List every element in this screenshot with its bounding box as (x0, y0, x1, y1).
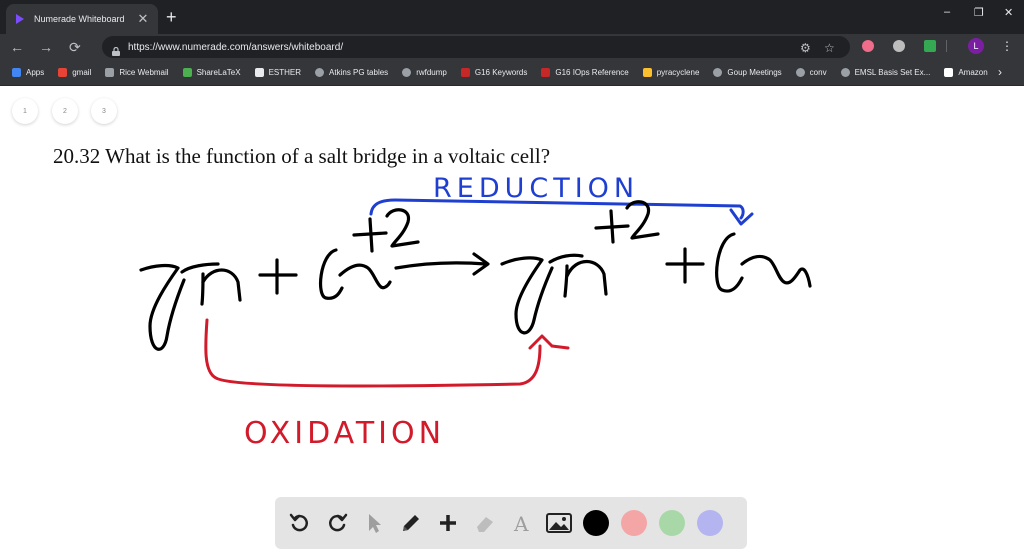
restore-button[interactable]: ❐ (974, 7, 984, 19)
sharelatex-icon (183, 68, 192, 77)
bookmark-label: ESTHER (268, 68, 302, 77)
apps-grid-icon (12, 68, 21, 77)
extension-icon[interactable] (893, 40, 905, 52)
bookmark-label: Goup Meetings (727, 68, 782, 77)
redo-icon[interactable] (324, 510, 350, 536)
undo-icon[interactable] (287, 510, 313, 536)
close-window-button[interactable]: ✕ (1004, 7, 1014, 19)
bookmark-label: Amazon (958, 68, 988, 77)
bookmark-item[interactable] (944, 68, 987, 77)
bookmark-label: gmail (72, 68, 92, 77)
page-button-1[interactable]: 1 (12, 98, 38, 124)
bookmark-item[interactable] (541, 68, 628, 77)
new-tab-button[interactable]: + (166, 7, 177, 27)
amazon-icon (944, 68, 953, 77)
bookmark-label: rwfdump (416, 68, 447, 77)
bookmark-item[interactable] (796, 68, 827, 77)
bookmark-label: G16 Keywords (474, 68, 528, 77)
gaussian-icon (541, 68, 550, 77)
extension-icon[interactable] (862, 40, 874, 52)
tab-title: Numerade Whiteboard (34, 14, 125, 24)
oxidation-label: OXIDATION (244, 416, 446, 451)
folder-icon (643, 68, 652, 77)
image-icon[interactable] (546, 510, 572, 536)
bookmark-item[interactable] (841, 68, 931, 77)
url-scheme: https:// (128, 41, 159, 53)
whiteboard-toolbar (275, 497, 747, 549)
gmail-icon (58, 68, 67, 77)
profile-avatar[interactable]: L (968, 38, 984, 54)
globe-icon (713, 68, 722, 77)
color-swatch-green[interactable] (659, 510, 685, 536)
page-button-3[interactable]: 3 (91, 98, 117, 124)
browser-chrome (0, 0, 1024, 86)
bookmark-label: Atkins PG tables (329, 68, 389, 77)
tab-close-icon[interactable]: ✕ (137, 11, 149, 26)
bookmark-item[interactable] (105, 68, 168, 77)
url-text (128, 42, 343, 53)
pen-icon[interactable] (398, 510, 424, 536)
globe-icon (841, 68, 850, 77)
bookmarks-bar (0, 60, 1024, 86)
color-swatch-black[interactable] (583, 510, 609, 536)
equation-ink (141, 202, 810, 350)
bookmark-item[interactable] (183, 68, 241, 77)
url-host: www.numerade.com (158, 41, 249, 53)
forward-arrow-icon[interactable]: → (39, 39, 53, 55)
bookmark-item[interactable] (58, 68, 91, 77)
bookmark-label: EMSL Basis Set Ex... (854, 68, 931, 77)
page-button-2[interactable]: 2 (52, 98, 78, 124)
page-icon (255, 68, 264, 77)
oxidation-bracket (206, 320, 568, 386)
globe-icon (402, 68, 411, 77)
bookmarks-overflow-icon[interactable]: › (998, 65, 1002, 79)
svg-text:A: A (514, 512, 529, 534)
numerade-favicon-icon (14, 13, 26, 25)
extension-icon[interactable] (924, 40, 936, 52)
url-path: /answers/whiteboard/ (248, 41, 344, 53)
globe-icon (796, 68, 805, 77)
bookmark-item[interactable] (255, 68, 301, 77)
text-icon[interactable] (509, 510, 535, 536)
globe-icon (315, 68, 324, 77)
bookmark-item[interactable] (643, 68, 700, 77)
active-tab[interactable] (6, 4, 158, 34)
bookmark-item[interactable] (315, 68, 388, 77)
back-arrow-icon[interactable]: ← (10, 39, 24, 55)
reduction-label: REDUCTION (433, 173, 640, 204)
tab-strip (0, 0, 1024, 34)
browser-menu-icon[interactable]: ⋮ (1001, 39, 1013, 53)
mail-icon (105, 68, 114, 77)
bookmark-label: G16 IOps Reference (555, 68, 629, 77)
whiteboard-canvas[interactable] (0, 86, 1024, 554)
gaussian-icon (461, 68, 470, 77)
browser-toolbar (0, 34, 1024, 60)
site-permissions-icon[interactable]: ⚙ (800, 41, 811, 55)
bookmark-label: Rice Webmail (119, 68, 169, 77)
address-bar[interactable] (102, 36, 850, 58)
bookmark-label: Apps (26, 68, 45, 77)
question-text: 20.32 What is the function of a salt bridge in a voltaic cell? (53, 144, 551, 168)
bookmark-star-icon[interactable]: ☆ (824, 41, 835, 55)
lock-icon (112, 43, 120, 52)
minimize-button[interactable]: – (944, 6, 951, 18)
eraser-icon[interactable] (472, 510, 498, 536)
color-swatch-blue[interactable] (697, 510, 723, 536)
color-swatch-red[interactable] (621, 510, 647, 536)
reload-icon[interactable]: ⟳ (69, 39, 81, 55)
bookmark-item[interactable] (12, 68, 44, 77)
bookmark-item[interactable] (461, 68, 527, 77)
bookmark-label: pyracyclene (656, 68, 700, 77)
pointer-icon[interactable] (361, 510, 387, 536)
handwriting-layer (0, 86, 1024, 486)
bookmark-item[interactable] (713, 68, 781, 77)
plus-icon[interactable] (435, 510, 461, 536)
toolbar-divider (946, 40, 947, 52)
bookmark-label: ShareLaTeX (196, 68, 241, 77)
bookmark-item[interactable] (402, 68, 447, 77)
bookmark-label: conv (809, 68, 827, 77)
